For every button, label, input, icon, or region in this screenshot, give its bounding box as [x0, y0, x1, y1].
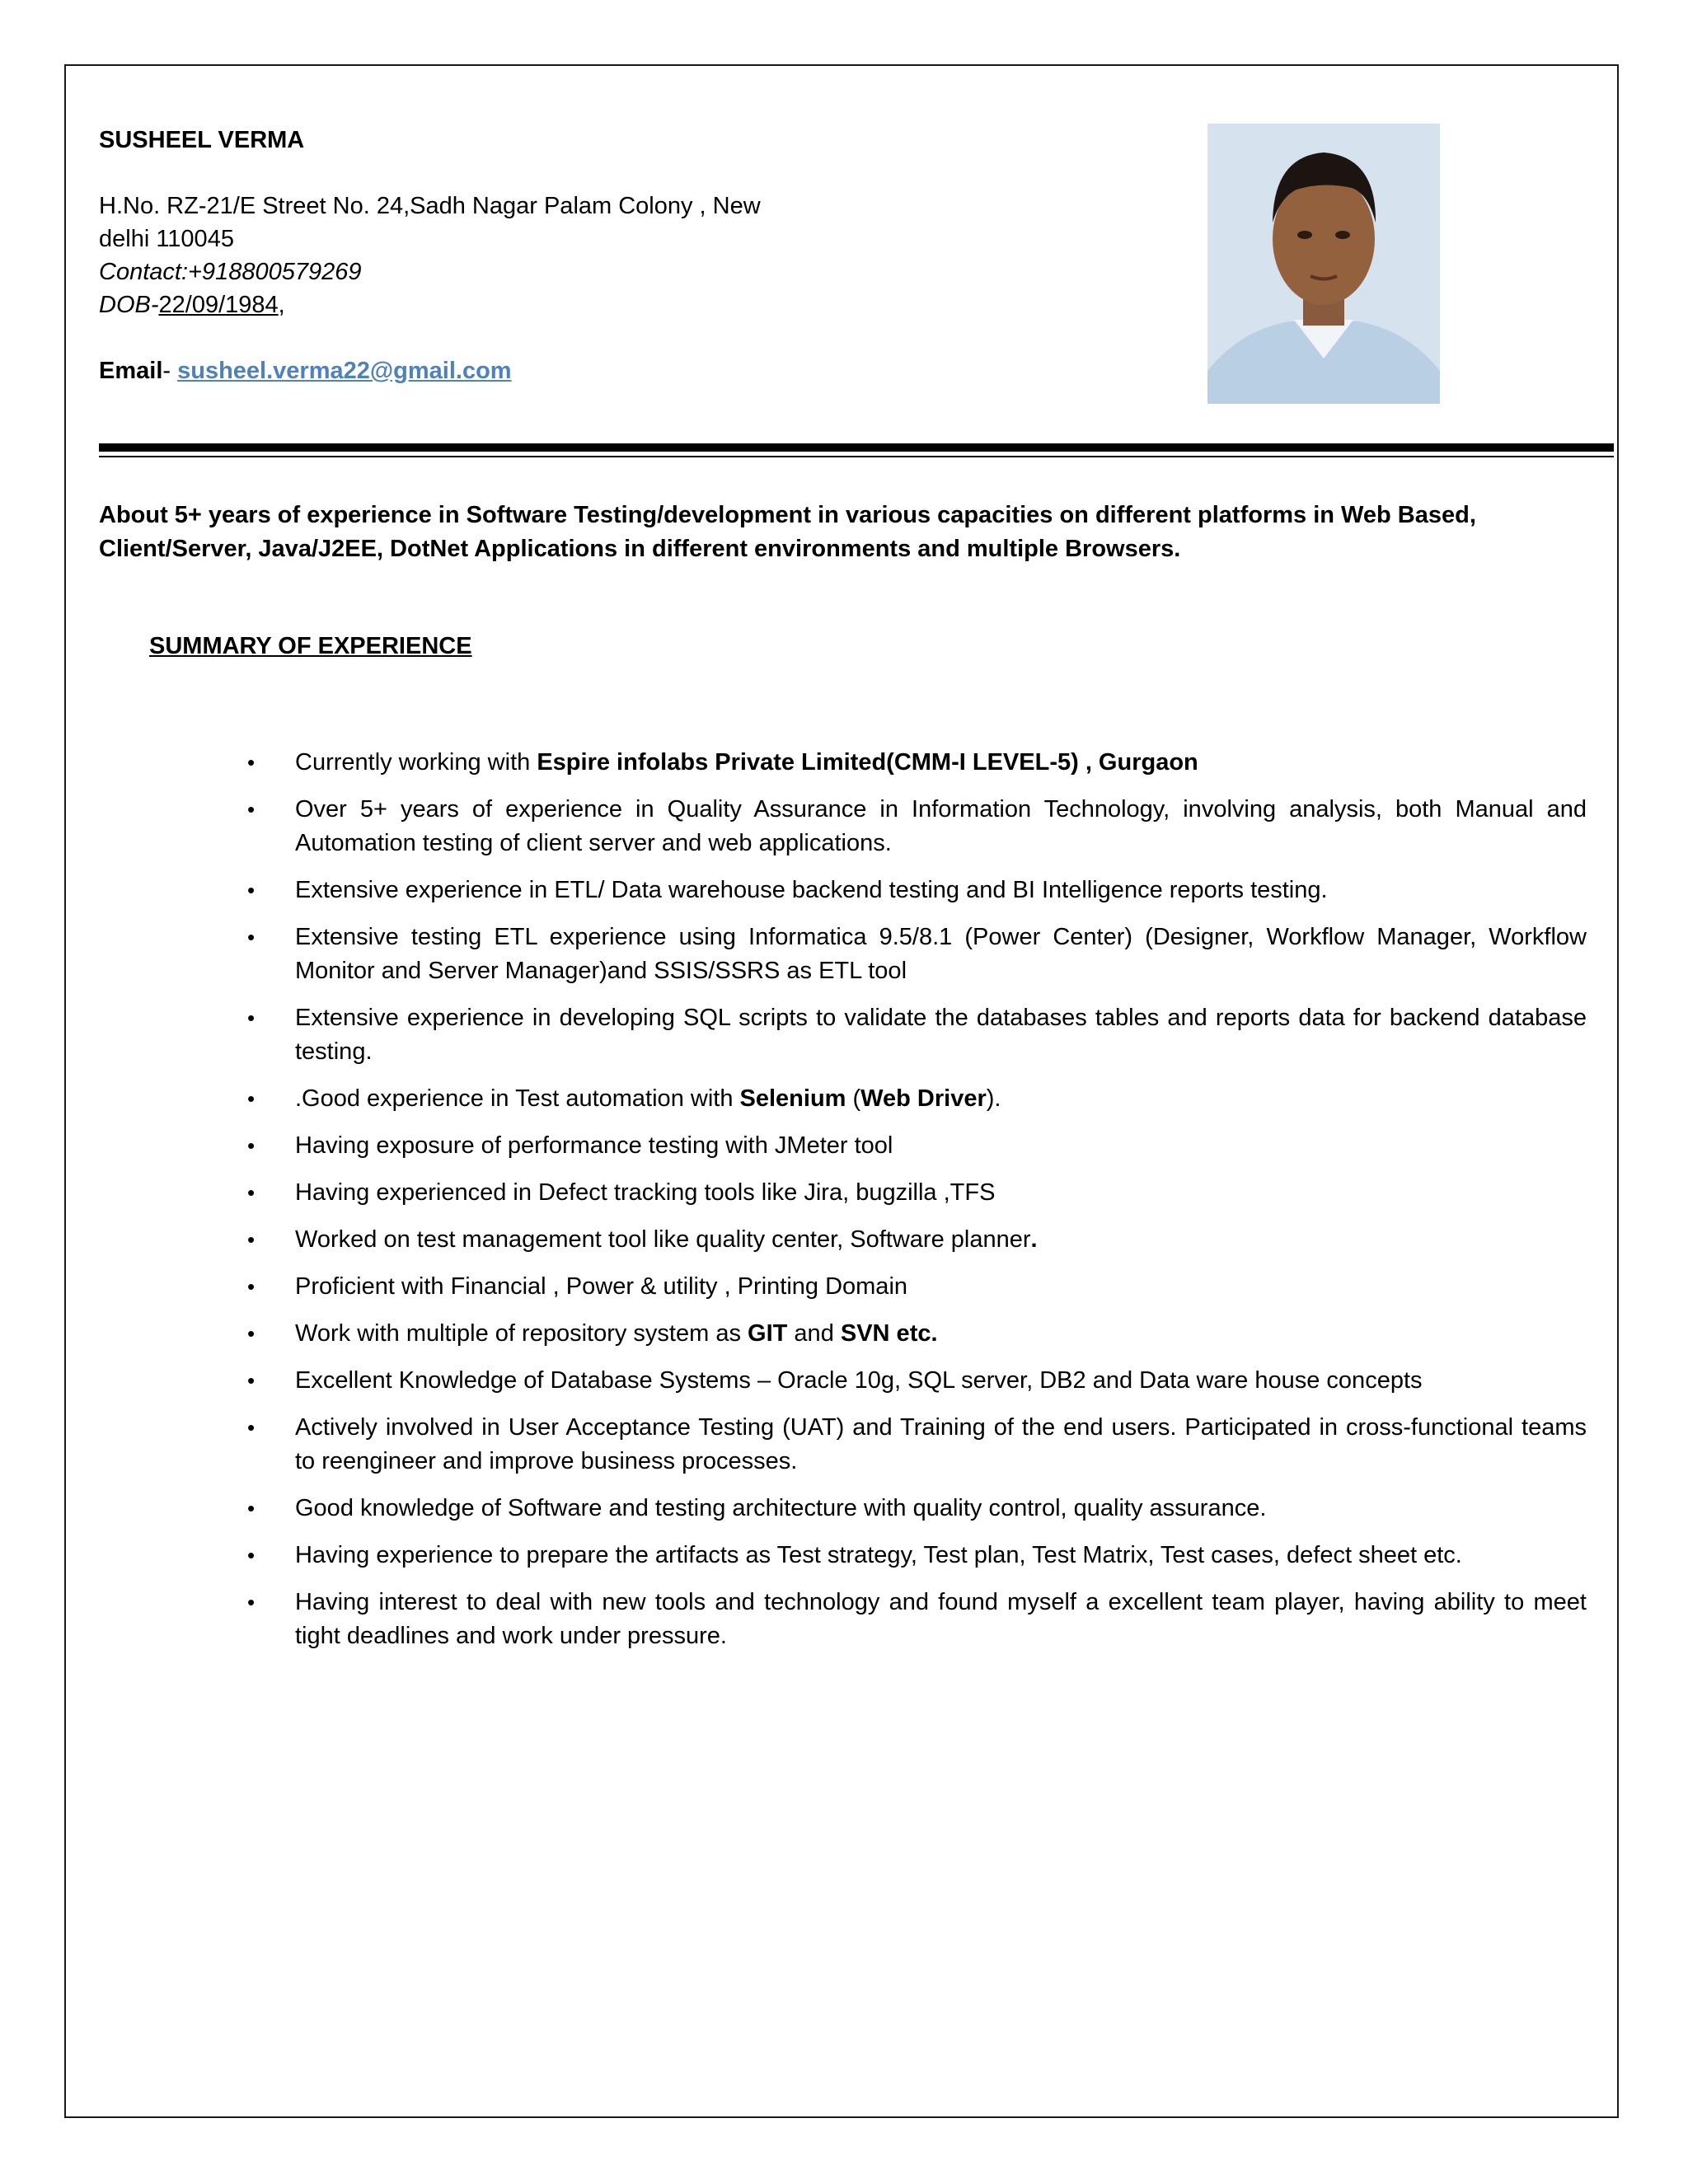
bullet-icon: • [247, 1005, 256, 1030]
bullet-icon: • [247, 1496, 256, 1521]
bullet-icon: • [247, 878, 256, 902]
email-line [99, 354, 841, 387]
profile-photo [1207, 124, 1440, 404]
bullet-icon: • [247, 925, 256, 949]
bullet-icon: • [247, 1590, 256, 1615]
bullet-icon: • [247, 1415, 256, 1440]
email-link[interactable]: susheel.verma22@gmail.com [177, 358, 512, 384]
bullet-icon: • [247, 1321, 256, 1346]
dob-value: 22/09/1984 [158, 292, 279, 318]
bullet-icon: • [247, 1543, 256, 1568]
list-item: • Having interest to deal with new tools and technology and found myself a excellent team player, having ability to meet tight deadlines and work under pressure. [247, 1586, 1587, 1653]
bullet-icon: • [247, 1180, 256, 1205]
list-item: • Actively involved in User Acceptance Testing (UAT) and Training of the end users. Participated in cross-functional teams to reengineer and improve business processes. [247, 1411, 1587, 1479]
list-item: • Having exposure of performance testing with JMeter tool [247, 1129, 1587, 1163]
dob-label: DOB- [99, 292, 159, 318]
list-item: • .Good experience in Test automation with Selenium (Web Driver). [247, 1082, 1587, 1116]
about-summary: About 5+ years of experience in Software Testing/development in various capacities on different platforms in Web Based, Client/Server, Java/J2EE, DotNet Applications in different environments and multiple Browsers. [99, 502, 1476, 562]
dob-suffix: , [278, 292, 285, 318]
list-item: • Extensive experience in developing SQL scripts to validate the databases tables and reports data for backend database testing. [247, 1001, 1587, 1069]
list-item: • Good knowledge of Software and testing architecture with quality control, quality assurance. [247, 1492, 1587, 1526]
list-item: • Extensive experience in ETL/ Data warehouse backend testing and BI Intelligence reports testing. [247, 874, 1587, 907]
bullet-icon: • [247, 1227, 256, 1252]
list-item: • Worked on test management tool like quality center, Software planner. [247, 1223, 1587, 1257]
address-line-2: delhi 110045 [99, 226, 234, 252]
address-line-1: H.No. RZ-21/E Street No. 24,Sadh Nagar Palam Colony , New [99, 193, 761, 219]
section-title-summary: SUMMARY OF EXPERIENCE [149, 633, 472, 659]
list-item: • Proficient with Financial , Power & utility , Printing Domain [247, 1270, 1587, 1304]
profile-photo-image [1207, 124, 1440, 404]
list-item: • Work with multiple of repository system as GIT and SVN etc. [247, 1317, 1587, 1351]
contact-header [99, 124, 841, 387]
email-label: Email [99, 358, 163, 384]
list-item: • Over 5+ years of experience in Quality Assurance in Information Technology, involving analysis, both Manual and Automation testing of client server and web applications. [247, 793, 1587, 860]
bullet-icon: • [247, 1133, 256, 1158]
dob-line [99, 288, 841, 321]
header-divider-thick [99, 443, 1614, 452]
contact-number: Contact:+918800579269 [99, 259, 362, 285]
bullet-icon: • [247, 797, 256, 822]
bullet-icon: • [247, 1274, 256, 1299]
list-item: • Currently working with Espire infolabs Private Limited(CMM-I LEVEL-5) , Gurgaon [247, 746, 1587, 780]
experience-list [247, 746, 1587, 1666]
list-item: • Having experienced in Defect tracking tools like Jira, bugzilla ,TFS [247, 1176, 1587, 1210]
list-item: • Extensive testing ETL experience using Informatica 9.5/8.1 (Power Center) (Designer, Workflow Manager, Workflow Monitor and Server Manager)and SSIS/SSRS as ETL tool [247, 921, 1587, 988]
candidate-name: SUSHEEL VERMA [99, 127, 305, 153]
list-item: • Excellent Knowledge of Database Systems – Oracle 10g, SQL server, DB2 and Data ware house concepts [247, 1364, 1587, 1398]
email-separator: - [162, 358, 171, 384]
list-item: • Having experience to prepare the artifacts as Test strategy, Test plan, Test Matrix, Test cases, defect sheet etc. [247, 1539, 1587, 1572]
bullet-icon: • [247, 1086, 256, 1111]
header-divider-thin [99, 456, 1614, 457]
bullet-icon: • [247, 1368, 256, 1393]
bullet-icon: • [247, 750, 256, 775]
